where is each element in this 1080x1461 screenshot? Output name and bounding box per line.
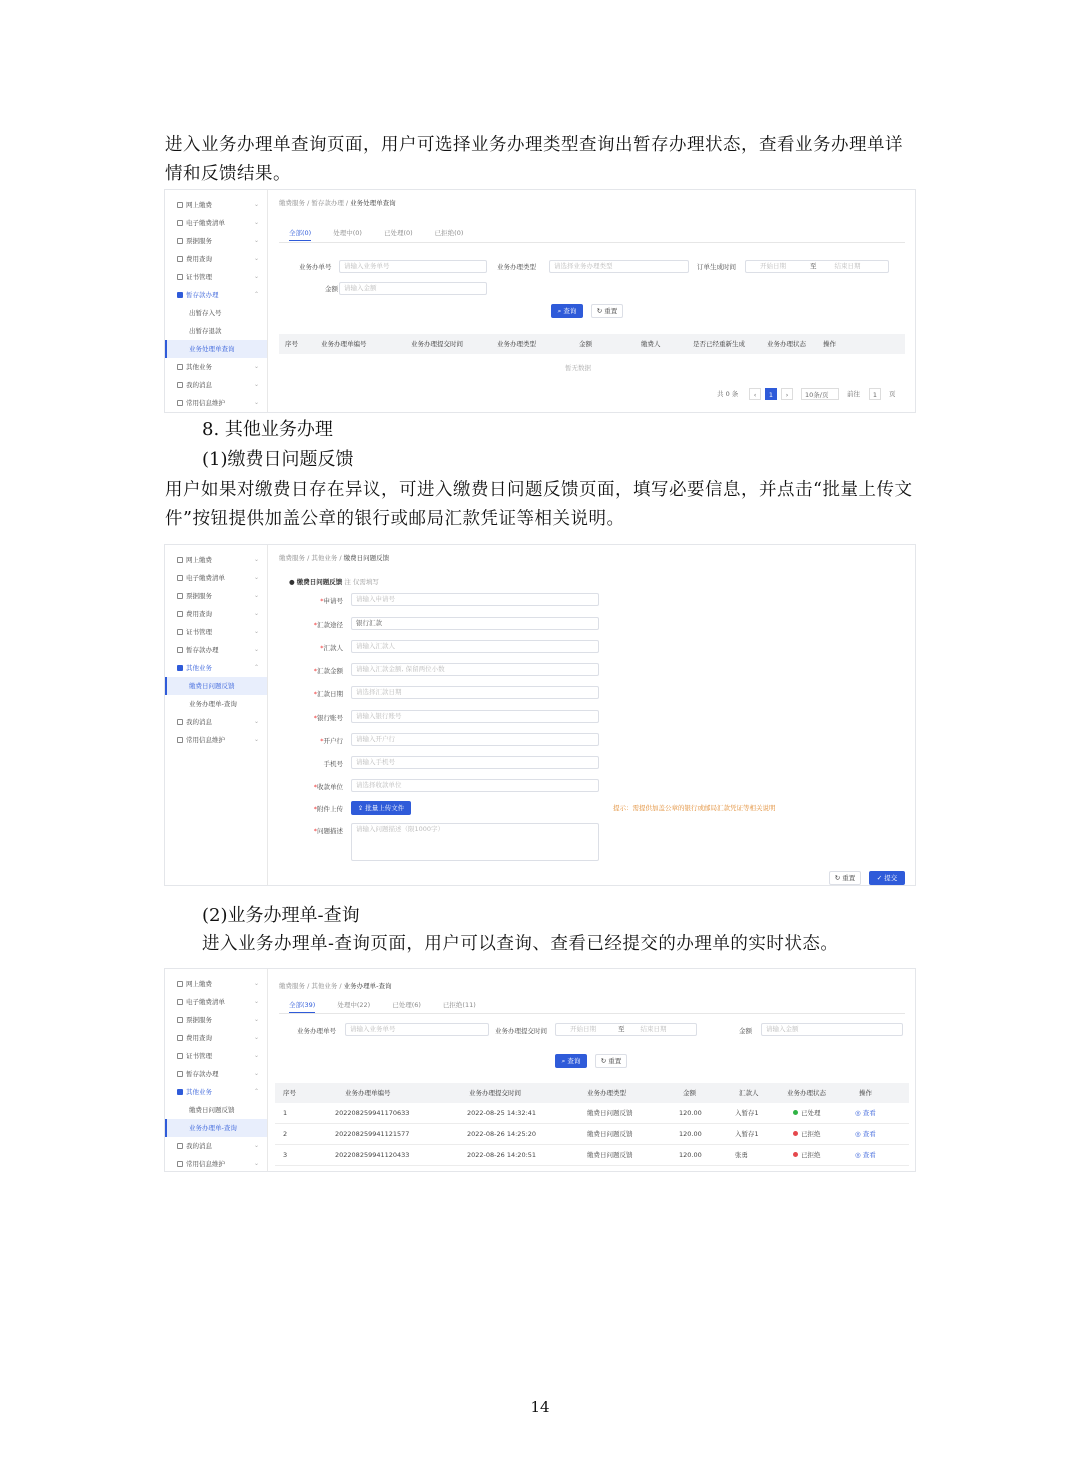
view-link[interactable]: ◎ 查看 [855, 1130, 876, 1138]
tab-all[interactable]: 全部(39) [289, 1000, 315, 1013]
type-label: 业务办理类型 [497, 263, 536, 271]
table-row: 2 202208259941121577 2022-08-26 14:25:20 缴费日问题反馈 120.00 入暂存1 已拒绝 ◎ 查看 [275, 1124, 909, 1145]
table-header [279, 334, 905, 354]
upload-label: *附件上传 [313, 805, 343, 813]
amount-label: 金额 [739, 1027, 752, 1035]
column-header: 业务办理提交时间 [411, 340, 463, 348]
remit-method-select[interactable]: 银行汇款 [351, 617, 599, 630]
column-header: 业务办理类型 [587, 1089, 626, 1097]
menu-icon [177, 737, 183, 743]
field-label: *收款单位 [313, 783, 343, 791]
chevron-down-icon: ⌄ [253, 381, 259, 388]
tab-processing[interactable]: 处理中(22) [337, 1001, 371, 1009]
field-label: *申请号 [320, 597, 343, 605]
subsection-heading: (1)缴费日问题反馈 [202, 449, 354, 470]
empty-state: 暂无数据 [565, 364, 591, 372]
chevron-down-icon: ⌄ [253, 1160, 259, 1167]
menu-icon [177, 647, 183, 653]
sidebar-item[interactable]: 我的消息 ⌄ [165, 713, 267, 731]
sidebar-item[interactable]: 我的消息 ⌄ [165, 376, 267, 394]
menu-icon [177, 382, 183, 388]
reset-button[interactable]: ↻ 重置 [591, 304, 623, 318]
goto-unit: 页 [889, 390, 896, 398]
table-header [275, 1083, 909, 1103]
chevron-down-icon: ⌄ [253, 363, 259, 370]
column-header: 金额 [579, 340, 592, 348]
chevron-down-icon: ⌄ [253, 219, 259, 226]
menu-icon [177, 575, 183, 581]
column-header: 金额 [683, 1089, 696, 1097]
sidebar-subitem-active[interactable]: 业务办理单-查询 [165, 1119, 267, 1137]
date-range-input[interactable]: 开始日期 至 结束日期 [745, 260, 889, 273]
status-badge: 已拒绝 [793, 1145, 821, 1165]
screenshot-query-page [164, 189, 916, 413]
chevron-down-icon: ⌄ [253, 237, 259, 244]
menu-icon [177, 1053, 183, 1059]
page-number[interactable]: 1 [765, 388, 777, 400]
sidebar-item[interactable]: 电子缴费清单 ⌄ [165, 993, 267, 1011]
type-select[interactable]: 请选择业务办理类型 [549, 260, 689, 273]
chevron-down-icon: ⌄ [253, 201, 259, 208]
order-no-input[interactable]: 请输入业务单号 [339, 260, 487, 273]
screenshot-feedback-form [164, 544, 916, 886]
query-button[interactable]: ⌕ 查询 [555, 1054, 587, 1068]
phone-input[interactable]: 请输入手机号 [351, 756, 599, 769]
status-dot [793, 1152, 798, 1157]
time-label: 业务办理提交时间 [495, 1027, 547, 1035]
application-no-input[interactable]: 请输入申请号 [351, 593, 599, 606]
chevron-up-icon: ⌃ [253, 664, 259, 671]
page-number: 14 [530, 1398, 550, 1416]
menu-icon [177, 999, 183, 1005]
sidebar [165, 190, 268, 412]
menu-icon [177, 1017, 183, 1023]
sidebar-item[interactable]: 常用信息维护 ⌄ [165, 1155, 267, 1172]
column-header: 序号 [283, 1089, 296, 1097]
field-label: *汇款金额 [313, 667, 343, 675]
column-header: 业务办理单编号 [345, 1089, 391, 1097]
chevron-down-icon: ⌄ [253, 646, 259, 653]
menu-icon [177, 238, 183, 244]
batch-upload-button[interactable]: ⇪ 批量上传文件 [351, 801, 411, 815]
total-count: 共 0 条 [717, 390, 739, 398]
chevron-down-icon: ⌄ [253, 1070, 259, 1077]
time-label: 订单生成时间 [697, 263, 736, 271]
description-label: *问题描述 [313, 827, 343, 835]
sidebar-item[interactable]: 证书管理 ⌄ [165, 623, 267, 641]
menu-icon [177, 256, 183, 262]
field-label: *汇款日期 [313, 690, 343, 698]
tab-all[interactable]: 全部(0) [289, 228, 311, 241]
tab-rejected[interactable]: 已拒绝(11) [442, 1001, 476, 1009]
sidebar [165, 969, 268, 1171]
tab-divider [279, 1013, 905, 1014]
column-header: 业务办理状态 [787, 1089, 826, 1097]
menu-icon [177, 981, 183, 987]
chevron-down-icon: ⌄ [253, 610, 259, 617]
paragraph-feedback: 用户如果对缴费日存在异议，可进入缴费日问题反馈页面，填写必要信息，并点击“批量上传文件”按钮提供加盖公章的银行或邮局汇款凭证等相关说明。 [165, 480, 913, 529]
query-button[interactable]: ⌕ 查询 [551, 304, 583, 318]
tab-done[interactable]: 已处理(0) [383, 229, 413, 237]
field-label: *开户行 [320, 737, 343, 745]
field-label: *汇款人 [320, 644, 343, 652]
description-textarea[interactable]: 请输入问题描述（限1000字） [351, 823, 599, 861]
menu-icon [177, 364, 183, 370]
main-panel [269, 969, 915, 1171]
breadcrumb: 缴费服务 / 暂存款办理 / 业务处理单查询 [279, 199, 396, 207]
sidebar-item[interactable]: 证书管理 ⌄ [165, 1047, 267, 1065]
menu-icon [177, 1071, 183, 1077]
submit-button[interactable]: ✓ 提交 [869, 871, 905, 885]
goto-input[interactable]: 1 [869, 388, 881, 400]
menu-icon [177, 1161, 183, 1167]
tab-divider [279, 242, 905, 243]
amount-input[interactable]: 请输入金额 [339, 282, 487, 295]
prev-page-icon[interactable]: ‹ [749, 388, 761, 400]
sidebar-item[interactable]: 网上缴费 ⌄ [165, 196, 267, 214]
sidebar-item[interactable]: 常用信息维护 ⌄ [165, 394, 267, 412]
chevron-down-icon: ⌄ [253, 592, 259, 599]
sidebar-item[interactable]: 常用信息维护 ⌄ [165, 731, 267, 749]
status-badge: 已处理 [793, 1103, 821, 1123]
sidebar-item[interactable]: 票据服务 ⌄ [165, 587, 267, 605]
page-size-select[interactable]: 10条/页 [801, 388, 839, 400]
sidebar-subitem[interactable]: 出暂存入号 [189, 309, 222, 317]
chevron-down-icon: ⌄ [253, 998, 259, 1005]
sidebar-subitem[interactable]: 缴费日问题反馈 [189, 1106, 235, 1114]
column-header: 业务办理类型 [497, 340, 536, 348]
column-header: 业务办理单编号 [321, 340, 367, 348]
column-header: 是否已经重新生成 [693, 340, 745, 348]
view-link[interactable]: ◎ 查看 [855, 1151, 876, 1159]
sidebar-item-other[interactable]: 其他业务 ⌃ [165, 1083, 267, 1101]
paragraph-intro: 进入业务办理单查询页面，用户可选择业务办理类型查询出暂存办理状态，查看业务办理单详情和反馈结果。 [165, 135, 903, 184]
menu-icon [177, 557, 183, 563]
sidebar-item-other[interactable]: 其他业务 ⌃ [165, 659, 267, 677]
chevron-down-icon: ⌄ [253, 255, 259, 262]
column-header: 操作 [823, 340, 836, 348]
reset-button[interactable]: ↻ 重置 [595, 1054, 627, 1068]
sidebar-item[interactable]: 电子缴费清单 ⌄ [165, 569, 267, 587]
field-label: *银行账号 [313, 714, 343, 722]
subsection-heading: (2)业务办理单-查询 [202, 905, 360, 926]
menu-icon [177, 274, 183, 280]
sidebar-item[interactable]: 费用查询 ⌄ [165, 605, 267, 623]
order-no-label: 业务办理单号 [297, 1027, 336, 1035]
menu-icon [177, 665, 183, 671]
section-heading: 8. 其他业务办理 [202, 419, 333, 440]
chevron-down-icon: ⌄ [253, 399, 259, 406]
tab-processing[interactable]: 处理中(0) [333, 229, 362, 237]
sidebar-item[interactable]: 网上缴费 ⌄ [165, 551, 267, 569]
amount-input[interactable]: 请输入汇款金额, 保留两位小数 [351, 663, 599, 676]
status-tabs [289, 1000, 498, 1014]
breadcrumb: 缴费服务 / 其他业务 / 业务办理单-查询 [279, 982, 392, 990]
bank-branch-input[interactable]: 请输入开户行 [351, 733, 599, 746]
chevron-up-icon: ⌃ [253, 291, 259, 298]
chevron-down-icon: ⌄ [253, 628, 259, 635]
menu-icon [177, 611, 183, 617]
sidebar-item[interactable]: 证书管理 ⌄ [165, 268, 267, 286]
chevron-down-icon: ⌄ [253, 574, 259, 581]
amount-input[interactable]: 请输入金额 [761, 1023, 903, 1036]
sidebar-item[interactable]: 费用查询 ⌄ [165, 1029, 267, 1047]
chevron-down-icon: ⌄ [253, 1052, 259, 1059]
order-no-label: 业务办单号 [299, 263, 332, 271]
sidebar-item[interactable]: 票据服务 ⌄ [165, 232, 267, 250]
remit-date-input[interactable]: 请选择汇款日期 [351, 686, 599, 699]
sidebar-item[interactable]: 暂存款办理 ⌄ [165, 1065, 267, 1083]
status-dot [793, 1131, 798, 1136]
field-label: 手机号 [323, 760, 343, 768]
menu-icon [177, 400, 183, 406]
sidebar-subitem[interactable]: 出暂存退款 [189, 327, 222, 335]
sidebar-item[interactable]: 票据服务 ⌄ [165, 1011, 267, 1029]
column-header: 操作 [859, 1089, 872, 1097]
table-row: 1 20220825994117063З 2022-08-25 14:32:41 缴费日问题反馈 120.00 入暂存1 已处理 ◎ 查看 [275, 1103, 909, 1124]
menu-icon [177, 1143, 183, 1149]
status-badge: 已拒绝 [793, 1124, 821, 1144]
menu-icon [177, 629, 183, 635]
column-header: 序号 [285, 340, 298, 348]
order-no-input[interactable]: 请输入业务单号 [345, 1023, 489, 1036]
date-range-input[interactable]: 开始日期 至 结束日期 [555, 1023, 697, 1036]
next-page-icon[interactable]: › [781, 388, 793, 400]
sidebar-item[interactable]: 我的消息 ⌄ [165, 1137, 267, 1155]
main-panel [269, 545, 915, 885]
remitter-input[interactable]: 请输入汇款人 [351, 640, 599, 653]
column-header: 汇款人 [739, 1089, 759, 1097]
sidebar-item[interactable]: 暂存款办理 ⌄ [165, 641, 267, 659]
reset-button[interactable]: ↻ 重置 [829, 871, 861, 885]
menu-icon [177, 202, 183, 208]
main-panel [269, 190, 915, 412]
menu-icon [177, 593, 183, 599]
sidebar-item[interactable]: 电子缴费清单 ⌄ [165, 214, 267, 232]
chevron-down-icon: ⌄ [253, 1016, 259, 1023]
amount-label: 金额 [325, 285, 338, 293]
chevron-down-icon: ⌄ [253, 1034, 259, 1041]
tab-done[interactable]: 已处理(6) [392, 1001, 421, 1009]
sidebar [165, 545, 268, 885]
sidebar-item[interactable]: 网上缴费 ⌄ [165, 975, 267, 993]
menu-icon [177, 719, 183, 725]
sidebar-item[interactable]: 其他业务 ⌄ [165, 358, 267, 376]
chevron-down-icon: ⌄ [253, 736, 259, 743]
payee-select[interactable]: 请选择收款单位 [351, 779, 599, 792]
status-tabs [289, 228, 485, 242]
chevron-down-icon: ⌄ [253, 273, 259, 280]
chevron-down-icon: ⌄ [253, 1142, 259, 1149]
bank-account-input[interactable]: 请输入银行账号 [351, 710, 599, 723]
status-dot [793, 1110, 798, 1115]
menu-icon [177, 220, 183, 226]
sidebar-item-deposit[interactable]: 暂存款办理 ⌃ [165, 286, 267, 304]
form-section-title: ● 缴费日问题反馈 注 仅需填写 [289, 578, 379, 586]
tab-rejected[interactable]: 已拒绝(0) [434, 229, 464, 237]
sidebar-subitem-active[interactable]: 缴费日问题反馈 [165, 677, 267, 695]
pagination [709, 388, 909, 400]
table-row: 3 202208259941120433 2022-08-26 14:20:51 缴费日问题反馈 120.00 张勇 已拒绝 ◎ 查看 [275, 1145, 909, 1166]
menu-icon [177, 1089, 183, 1095]
view-link[interactable]: ◎ 查看 [855, 1109, 876, 1117]
goto-label: 前往 [847, 390, 860, 398]
breadcrumb: 缴费服务 / 其他业务 / 缴费日问题反馈 [279, 554, 390, 562]
sidebar-subitem[interactable]: 业务办理单-查询 [189, 700, 237, 708]
screenshot-order-list [164, 968, 916, 1172]
column-header: 缴费人 [641, 340, 661, 348]
paragraph-query: 进入业务办理单-查询页面，用户可以查询、查看已经提交的办理单的实时状态。 [202, 934, 839, 954]
sidebar-subitem-active[interactable]: 业务处理单查询 [165, 340, 267, 358]
chevron-up-icon: ⌃ [253, 1088, 259, 1095]
sidebar-item[interactable]: 费用查询 ⌄ [165, 250, 267, 268]
column-header: 业务办理状态 [767, 340, 806, 348]
chevron-down-icon: ⌄ [253, 980, 259, 987]
chevron-down-icon: ⌄ [253, 718, 259, 725]
column-header: 业务办理提交时间 [469, 1089, 521, 1097]
field-label: *汇款途径 [313, 621, 343, 629]
upload-tip: 提示：需提供加盖公章的银行或邮局汇款凭证等相关说明 [613, 804, 776, 812]
chevron-down-icon: ⌄ [253, 556, 259, 563]
menu-icon [177, 292, 183, 298]
menu-icon [177, 1035, 183, 1041]
